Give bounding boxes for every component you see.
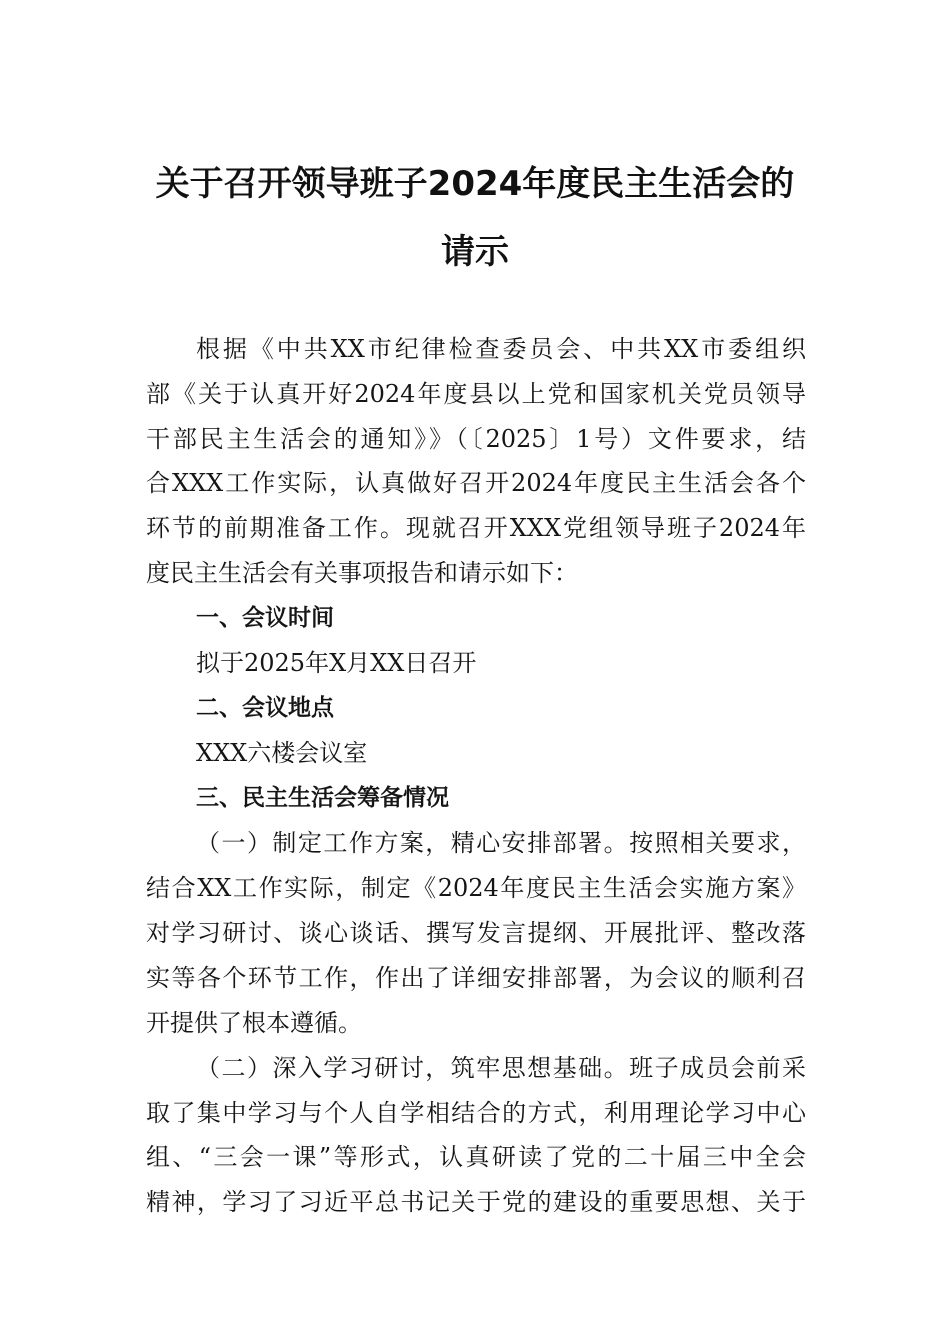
intro-line: 合XXX工作实际，认真做好召开2024年度民主生活会各个 xyxy=(146,469,806,497)
section-heading-preparation: 三、民主生活会筹备情况 xyxy=(196,785,449,811)
document-title-line-2: 请示 xyxy=(441,232,509,272)
item-2-line: 组、“三会一课”等形式，认真研读了党的二十届三中全会 xyxy=(146,1143,806,1171)
intro-line: 部《关于认真开好2024年度县以上党和国家机关党员领导 xyxy=(146,380,806,408)
item-1-line: 实等各个环节工作，作出了详细安排部署，为会议的顺利召 xyxy=(146,964,806,992)
item-2-line: 精神，学习了习近平总书记关于党的建设的重要思想、关于 xyxy=(146,1188,806,1216)
item-1-line: 开提供了根本遵循。 xyxy=(146,1009,362,1037)
intro-line: 干部民主生活会的通知》》（〔2025〕1号）文件要求，结 xyxy=(146,425,806,453)
intro-line: 环节的前期准备工作。现就召开XXX党组领导班子2024年 xyxy=(146,514,806,542)
section-heading-meeting-location: 二、会议地点 xyxy=(196,695,334,721)
intro-line: 度民主生活会有关事项报告和请示如下： xyxy=(146,559,578,587)
section-text-meeting-time: 拟于2025年X月XX日召开 xyxy=(196,649,477,677)
section-heading-meeting-time: 一、会议时间 xyxy=(196,605,334,631)
item-2-line: （二）深入学习研讨，筑牢思想基础。班子成员会前采 xyxy=(196,1054,806,1082)
item-1-line: 对学习研讨、谈心谈话、撰写发言提纲、开展批评、整改落 xyxy=(146,919,806,947)
document-title-line-1: 关于召开领导班子2024年度民主生活会的 xyxy=(155,164,795,204)
item-2-line: 取了集中学习与个人自学相结合的方式，利用理论学习中心 xyxy=(146,1099,806,1127)
item-1-line: 结合XX工作实际，制定《2024年度民主生活会实施方案》 xyxy=(146,874,806,902)
section-text-meeting-location: XXX六楼会议室 xyxy=(196,739,368,767)
intro-line: 根据《中共XX市纪律检查委员会、中共XX市委组织 xyxy=(196,335,806,363)
item-1-line: （一）制定工作方案，精心安排部署。按照相关要求， xyxy=(196,829,806,857)
